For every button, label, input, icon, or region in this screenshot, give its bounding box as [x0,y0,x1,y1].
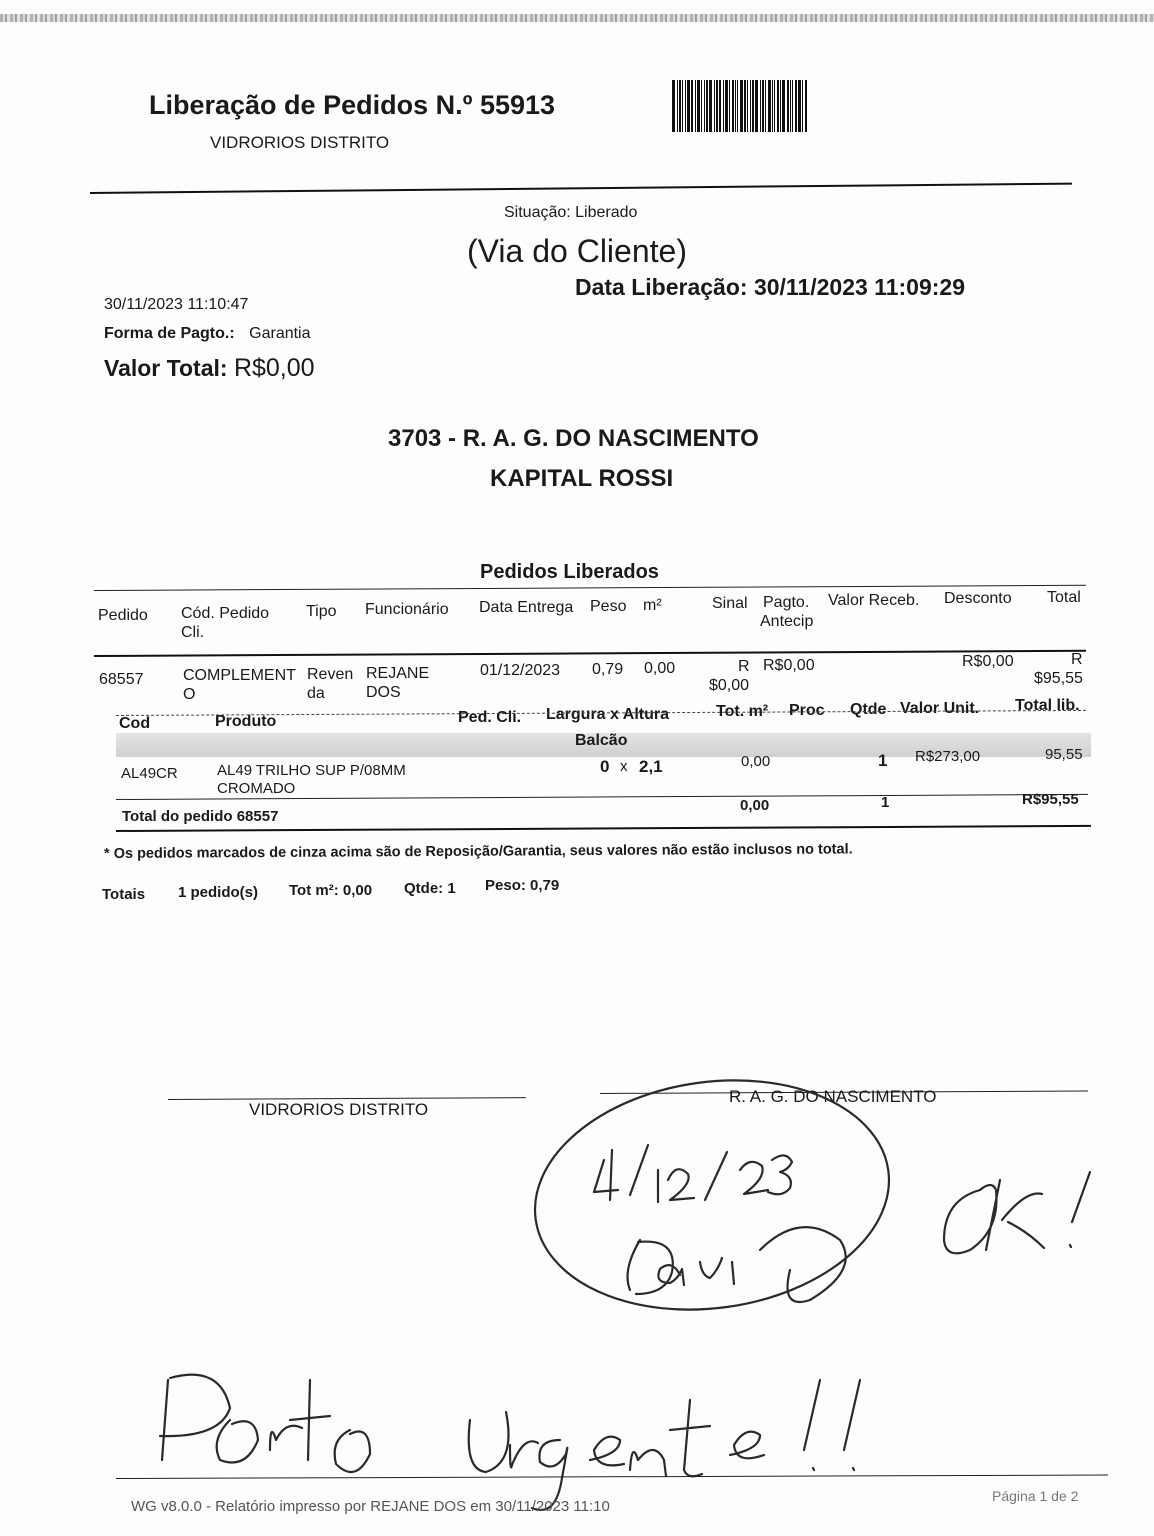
totals-m2: Tot m²: 0,00 [289,882,373,899]
payment-value: Garantia [249,325,311,342]
section-title: Pedidos Liberados [480,561,659,583]
item-produto-2: CROMADO [217,780,296,797]
row-pagto-antecip: R$0,00 [763,657,815,674]
footer-info: WG v8.0.0 - Relatório impresso por REJANE DOS em 30/11/2023 11:10 [131,1498,610,1515]
sub-col-valor-unit: Valor Unit. [900,700,980,717]
circle-stamp [520,1058,904,1331]
client-company: KAPITAL ROSSI [490,465,674,492]
totals-peso: Peso: 0,79 [485,877,560,894]
release-date-label: Data Liberação: [575,274,748,300]
payment-label: Forma de Pagto.: [104,325,235,342]
totals-pedidos: 1 pedido(s) [178,884,259,901]
item-tot-m2: 0,00 [741,753,771,770]
item-produto: AL49 TRILHO SUP P/08MM [217,762,406,779]
item-x: x [620,758,628,775]
row-funcionario: REJANE [366,665,430,682]
row-sinal-2: $0,00 [709,677,750,694]
row-sinal: R [738,658,750,675]
row-cod-pedido-2: O [183,686,196,703]
col-cod-pedido-cli: Cód. Pedido [181,605,270,622]
row-data-entrega: 01/12/2023 [480,662,561,679]
page-title: Liberação de Pedidos N.º 55913 [149,90,556,120]
col-valor-receb: Valor Receb. [828,592,920,609]
order-total-qtde: 1 [881,794,890,811]
row-total: R [1071,651,1083,668]
totals-label: Totais [102,886,146,903]
item-total-lib: 95,55 [1045,746,1083,763]
row-tipo: Reven [307,666,354,683]
item-cod: AL49CR [121,765,178,782]
col-m2: m² [643,597,662,614]
item-valor-unit: R$273,00 [915,748,981,765]
sub-col-proc: Proc [789,702,825,719]
col-cod-pedido-cli-2: Cli. [181,624,205,641]
order-total-m2: 0,00 [740,797,770,814]
hand-ok [944,1172,1090,1253]
status-text: Situação: Liberado [504,204,638,221]
company-name: VIDRORIOS DISTRITO [210,133,390,152]
row-cod-pedido: COMPLEMENT [183,667,296,684]
sub-col-cod: Cod [119,715,151,732]
sub-col-tot-m2: Tot. m² [716,703,769,720]
item-altura: 2,1 [639,757,663,776]
hand-date [594,1145,792,1202]
col-pagto-antecip-2: Antecip [760,613,814,630]
row-total-2: $95,55 [1034,670,1083,687]
page-number: Página 1 de 2 [992,1488,1079,1504]
row-funcionario-2: DOS [366,684,401,701]
total-value-label: Valor Total: [104,355,228,381]
release-date-value: 30/11/2023 11:09:29 [753,274,965,300]
sub-col-largura-altura: Largura x Altura [546,706,669,723]
col-data-entrega: Data Entrega [479,599,574,616]
row-pedido: 68557 [99,671,144,688]
item-largura: 0 [600,757,610,776]
group-label: Balcão [575,732,628,749]
sub-col-ped-cli: Ped. Cli. [458,709,522,726]
item-qtde: 1 [878,751,888,770]
total-value-amount: R$0,00 [233,354,315,382]
print-datetime: 30/11/2023 11:10:47 [104,296,249,313]
col-peso: Peso [590,598,627,615]
sub-col-qtde: Qtde [850,701,887,718]
order-total-amount: R$95,55 [1022,791,1079,808]
col-total: Total [1047,589,1081,606]
sub-col-total-lib: Total lib. [1015,697,1080,714]
col-desconto: Desconto [944,590,1012,607]
row-m2: 0,00 [644,660,676,677]
col-pagto-antecip: Pagto. [763,594,810,611]
row-peso: 0,79 [592,661,624,678]
totals-qtde: Qtde: 1 [404,880,456,897]
signature-company: VIDRORIOS DISTRITO [249,1100,429,1119]
row-tipo-2: da [307,685,325,702]
col-funcionario: Funcionário [365,601,449,618]
row-desconto: R$0,00 [962,653,1014,670]
hand-name [628,1227,846,1302]
col-tipo: Tipo [306,603,337,620]
order-total-label: Total do pedido 68557 [122,808,279,825]
hand-note [160,1375,860,1510]
signature-client: R. A. G. DO NASCIMENTO [729,1087,937,1106]
col-sinal: Sinal [712,595,748,612]
col-pedido: Pedido [98,607,148,624]
copy-label: (Via do Cliente) [467,233,687,269]
footnote: * Os pedidos marcados de cinza acima são de Reposição/Garantia, seus valores não estão inclusos no total. [103,841,853,862]
sub-col-produto: Produto [215,713,277,730]
client-name: 3703 - R. A. G. DO NASCIMENTO [388,425,759,452]
